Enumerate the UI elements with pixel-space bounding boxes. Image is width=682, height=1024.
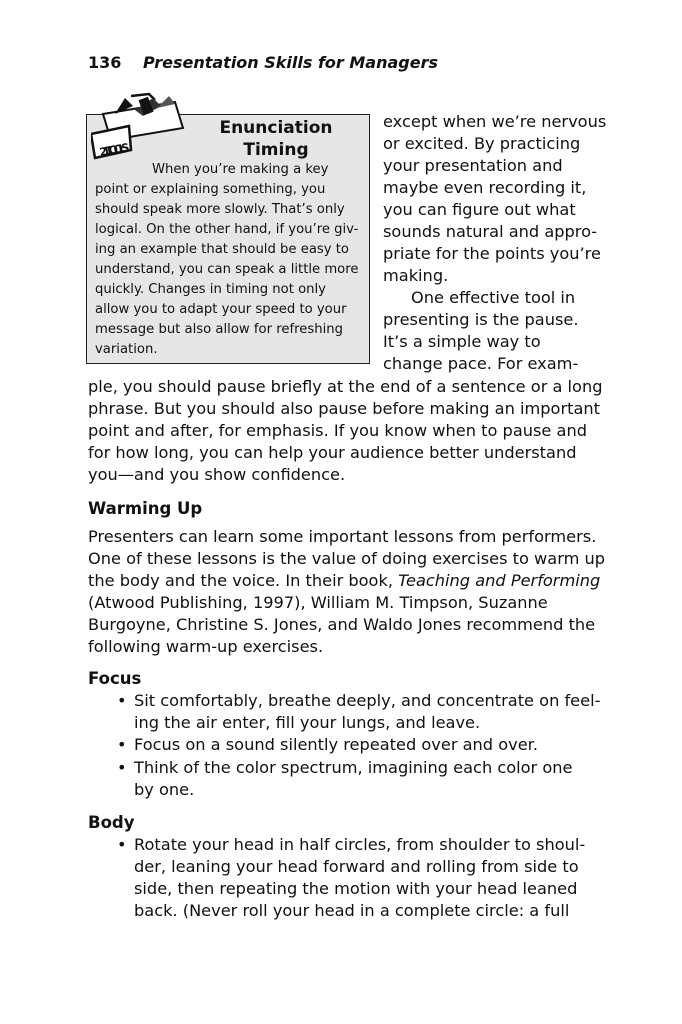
sidebar-text-line: should speak more slowly. That’s only — [95, 202, 345, 217]
body-text-line: presenting is the pause. — [383, 310, 579, 329]
body-text-line: It’s a simple way to — [383, 332, 541, 351]
body-text-line: change pace. For exam- — [383, 354, 579, 373]
sidebar-text-line: message but also allow for refreshing — [95, 322, 343, 337]
bullet-marker: • — [117, 835, 127, 854]
body-text-line: making. — [383, 266, 449, 285]
body-text-line — [88, 570, 600, 592]
sidebar-text-line: allow you to adapt your speed to your — [95, 302, 347, 317]
body-text-line: you can figure out what — [383, 200, 576, 219]
body-text-line: (Atwood Publishing, 1997), William M. Timpson, Suzanne — [88, 593, 548, 612]
body-text-line: except when we’re nervous — [383, 112, 607, 131]
bullet-marker: • — [117, 758, 127, 777]
list-item-text: Rotate your head in half circles, from shoulder to shoul- — [134, 835, 586, 854]
body-text-line: ple, you should pause briefly at the end of a sentence or a long — [88, 377, 603, 396]
sidebar-title-line1: Enunciation — [219, 118, 333, 138]
body-text-line: One effective tool in — [411, 288, 576, 307]
section-heading-warming-up: Warming Up — [88, 499, 203, 518]
body-text-line: point and after, for emphasis. If you know when to pause and — [88, 421, 587, 440]
book-title: Presentation Skills for Managers — [142, 53, 439, 72]
sidebar-text-line: variation. — [95, 342, 158, 357]
sidebar-text-line: When you’re making a key — [152, 162, 329, 177]
body-text-line: your presentation and — [383, 156, 563, 175]
body-text-line: phrase. But you should also pause before making an important — [88, 399, 600, 418]
body-text-line: Burgoyne, Christine S. Jones, and Waldo Jones recommend the — [88, 615, 596, 634]
list-item-text: Think of the color spectrum, imagining each color one — [134, 758, 573, 777]
sidebar-text-line: logical. On the other hand, if you’re giv- — [95, 222, 359, 237]
toolbox-icon — [91, 92, 195, 166]
list-item-text: Focus on a sound silently repeated over and over. — [134, 735, 538, 754]
list-item-text: side, then repeating the motion with your head leaned — [134, 879, 578, 898]
section-heading-focus: Focus — [88, 669, 142, 688]
list-item-text: by one. — [134, 780, 195, 799]
body-text-line: or excited. By practicing — [383, 134, 581, 153]
body-text-line: following warm-up exercises. — [88, 637, 324, 656]
list-item-text: ing the air enter, fill your lungs, and leave. — [134, 713, 481, 732]
page-number: 136 — [88, 53, 122, 72]
icon-label: 21 TOOLS — [98, 140, 131, 159]
bullet-marker: • — [117, 735, 127, 754]
body-text-line: One of these lessons is the value of doing exercises to warm up — [88, 549, 606, 568]
body-text-line: Presenters can learn some important lessons from performers. — [88, 527, 597, 546]
sidebar-title-line2: Timing — [243, 140, 309, 160]
sidebar-text-line: point or explaining something, you — [95, 182, 326, 197]
list-item-text: back. (Never roll your head in a complete circle: a full — [134, 901, 570, 920]
body-text-line: you—and you show confidence. — [88, 465, 346, 484]
section-heading-body: Body — [88, 813, 135, 832]
sidebar-text-line: understand, you can speak a little more — [95, 262, 359, 277]
running-header — [88, 53, 438, 72]
list-item-text: Sit comfortably, breathe deeply, and concentrate on feel- — [134, 691, 601, 710]
body-text-line: priate for the points you’re — [383, 244, 601, 263]
body-text-line: maybe even recording it, — [383, 178, 587, 197]
sidebar-text-line: quickly. Changes in timing not only — [95, 282, 326, 297]
bullet-marker: • — [117, 691, 127, 710]
text-run: the body and the voice. In their book, — [88, 571, 399, 590]
cited-book-title: Teaching and Performing — [398, 571, 601, 590]
body-text-line: for how long, you can help your audience better understand — [88, 443, 577, 462]
sidebar-text-line: ing an example that should be easy to — [95, 242, 350, 257]
body-text-line: sounds natural and appro- — [383, 222, 598, 241]
list-item-text: der, leaning your head forward and rolling from side to — [134, 857, 579, 876]
